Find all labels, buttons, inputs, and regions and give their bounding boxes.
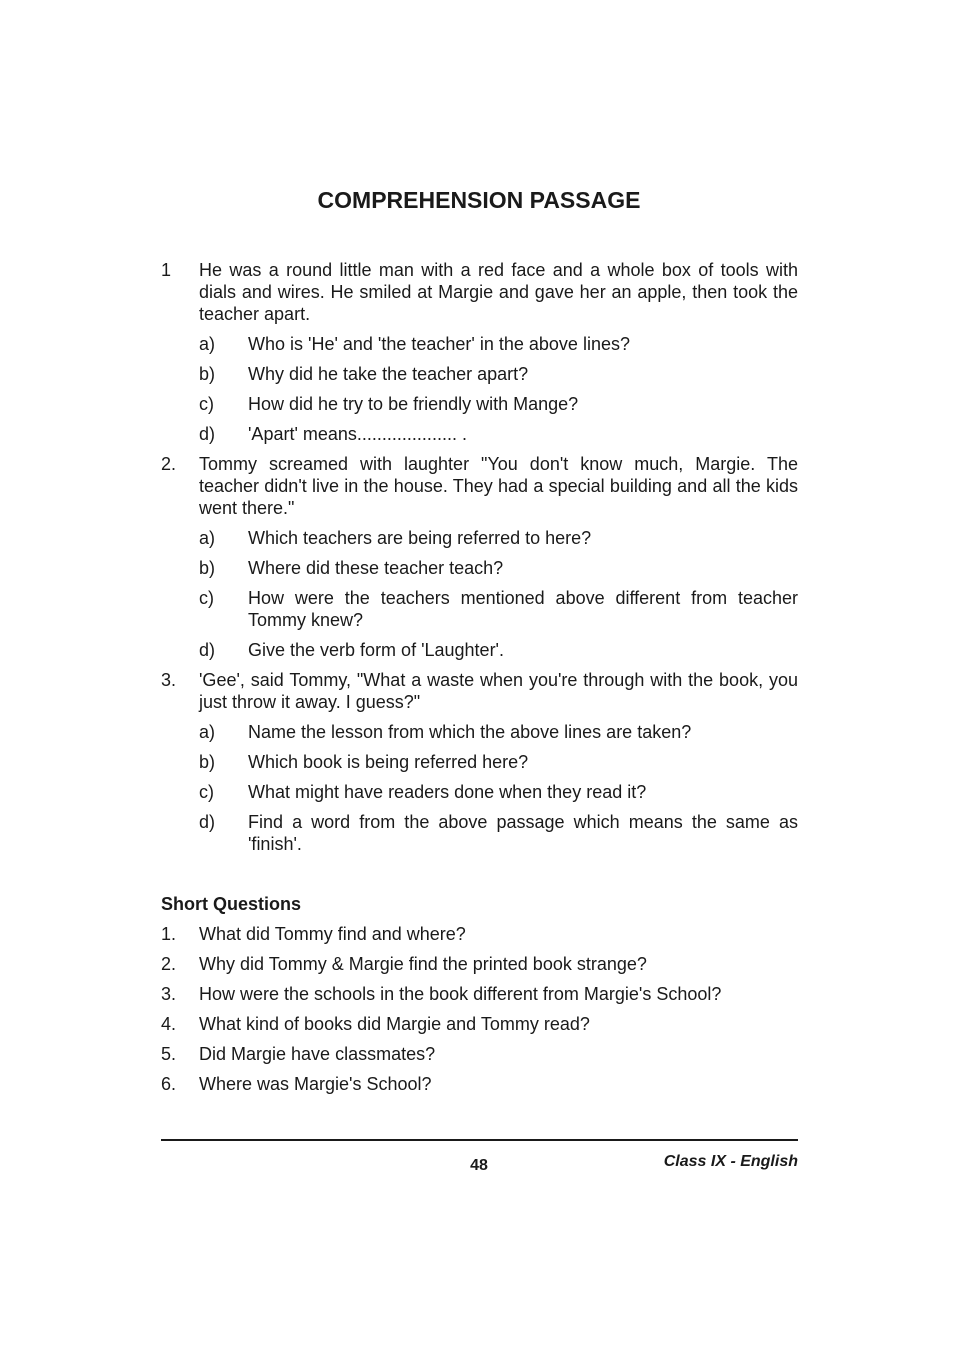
- question-item: [199, 527, 798, 549]
- question-item: [199, 811, 798, 855]
- item-number: 1.: [161, 924, 177, 944]
- passage-number: 1: [161, 260, 172, 280]
- passage-2: [161, 453, 798, 661]
- footer-divider: [161, 1139, 798, 1141]
- question-item: [199, 333, 798, 355]
- question-label: d): [199, 812, 216, 832]
- item-number: 4.: [161, 1014, 177, 1034]
- question-text: Find a word from the above passage which means the same as 'finish'.: [248, 812, 798, 854]
- question-item: [199, 639, 798, 661]
- passage-text: 'Gee', said Tommy, "What a waste when you're through with the book, you just throw it away. I guess?": [199, 670, 798, 712]
- list-item: [161, 1073, 798, 1095]
- passage-number: 3.: [161, 670, 177, 690]
- passage-text: He was a round little man with a red face and a whole box of tools with dials and wires. He smiled at Margie and gave her an apple, then took the teacher apart.: [199, 260, 798, 324]
- question-label: b): [199, 364, 216, 384]
- question-label: c): [199, 394, 214, 414]
- question-label: d): [199, 424, 216, 444]
- question-text: Name the lesson from which the above lines are taken?: [248, 722, 692, 742]
- question-label: d): [199, 640, 216, 660]
- question-text: Which teachers are being referred to here?: [248, 528, 592, 548]
- short-questions-heading: Short Questions: [161, 894, 302, 914]
- list-item: [161, 1013, 798, 1035]
- item-text: What kind of books did Margie and Tommy read?: [199, 1014, 590, 1034]
- question-label: c): [199, 782, 214, 802]
- question-item: [199, 587, 798, 631]
- item-number: 6.: [161, 1074, 177, 1094]
- question-label: a): [199, 334, 216, 354]
- list-item: [161, 1043, 798, 1065]
- question-item: [199, 781, 798, 803]
- passage-number: 2.: [161, 454, 177, 474]
- item-text: What did Tommy find and where?: [199, 924, 466, 944]
- question-text: 'Apart' means.................... .: [248, 424, 467, 444]
- item-text: Did Margie have classmates?: [199, 1044, 436, 1064]
- question-item: [199, 557, 798, 579]
- list-item: [161, 953, 798, 975]
- question-item: [199, 393, 798, 415]
- list-item: [161, 983, 798, 1005]
- page-title: COMPREHENSION PASSAGE: [317, 187, 641, 213]
- passage-list: [161, 259, 798, 863]
- question-item: [199, 751, 798, 773]
- item-number: 2.: [161, 954, 177, 974]
- question-text: Where did these teacher teach?: [248, 558, 504, 578]
- short-questions-list: [161, 923, 798, 1103]
- question-label: b): [199, 558, 216, 578]
- passage-3: [161, 669, 798, 855]
- item-text: How were the schools in the book different from Margie's School?: [199, 984, 722, 1004]
- question-label: c): [199, 588, 214, 608]
- question-label: a): [199, 722, 216, 742]
- item-text: Where was Margie's School?: [199, 1074, 432, 1094]
- question-text: Which book is being referred here?: [248, 752, 529, 772]
- page-number: 48: [470, 1157, 488, 1174]
- question-text: What might have readers done when they read it?: [248, 782, 647, 802]
- question-text: How did he try to be friendly with Mange?: [248, 394, 579, 414]
- list-item: [161, 923, 798, 945]
- question-text: How were the teachers mentioned above different from teacher Tommy knew?: [248, 588, 798, 630]
- item-number: 3.: [161, 984, 177, 1004]
- passage-text: Tommy screamed with laughter "You don't know much, Margie. The teacher didn't live in the house. They had a special building and all the kids went there.": [199, 454, 798, 518]
- question-item: [199, 423, 798, 445]
- question-label: a): [199, 528, 216, 548]
- item-number: 5.: [161, 1044, 177, 1064]
- question-text: Give the verb form of 'Laughter'.: [248, 640, 504, 660]
- question-item: [199, 363, 798, 385]
- question-text: Why did he take the teacher apart?: [248, 364, 529, 384]
- question-item: [199, 721, 798, 743]
- item-text: Why did Tommy & Margie find the printed book strange?: [199, 954, 647, 974]
- question-text: Who is 'He' and 'the teacher' in the above lines?: [248, 334, 630, 354]
- passage-1: [161, 259, 798, 445]
- question-label: b): [199, 752, 216, 772]
- footer-book-title: Class IX - English: [663, 1153, 798, 1170]
